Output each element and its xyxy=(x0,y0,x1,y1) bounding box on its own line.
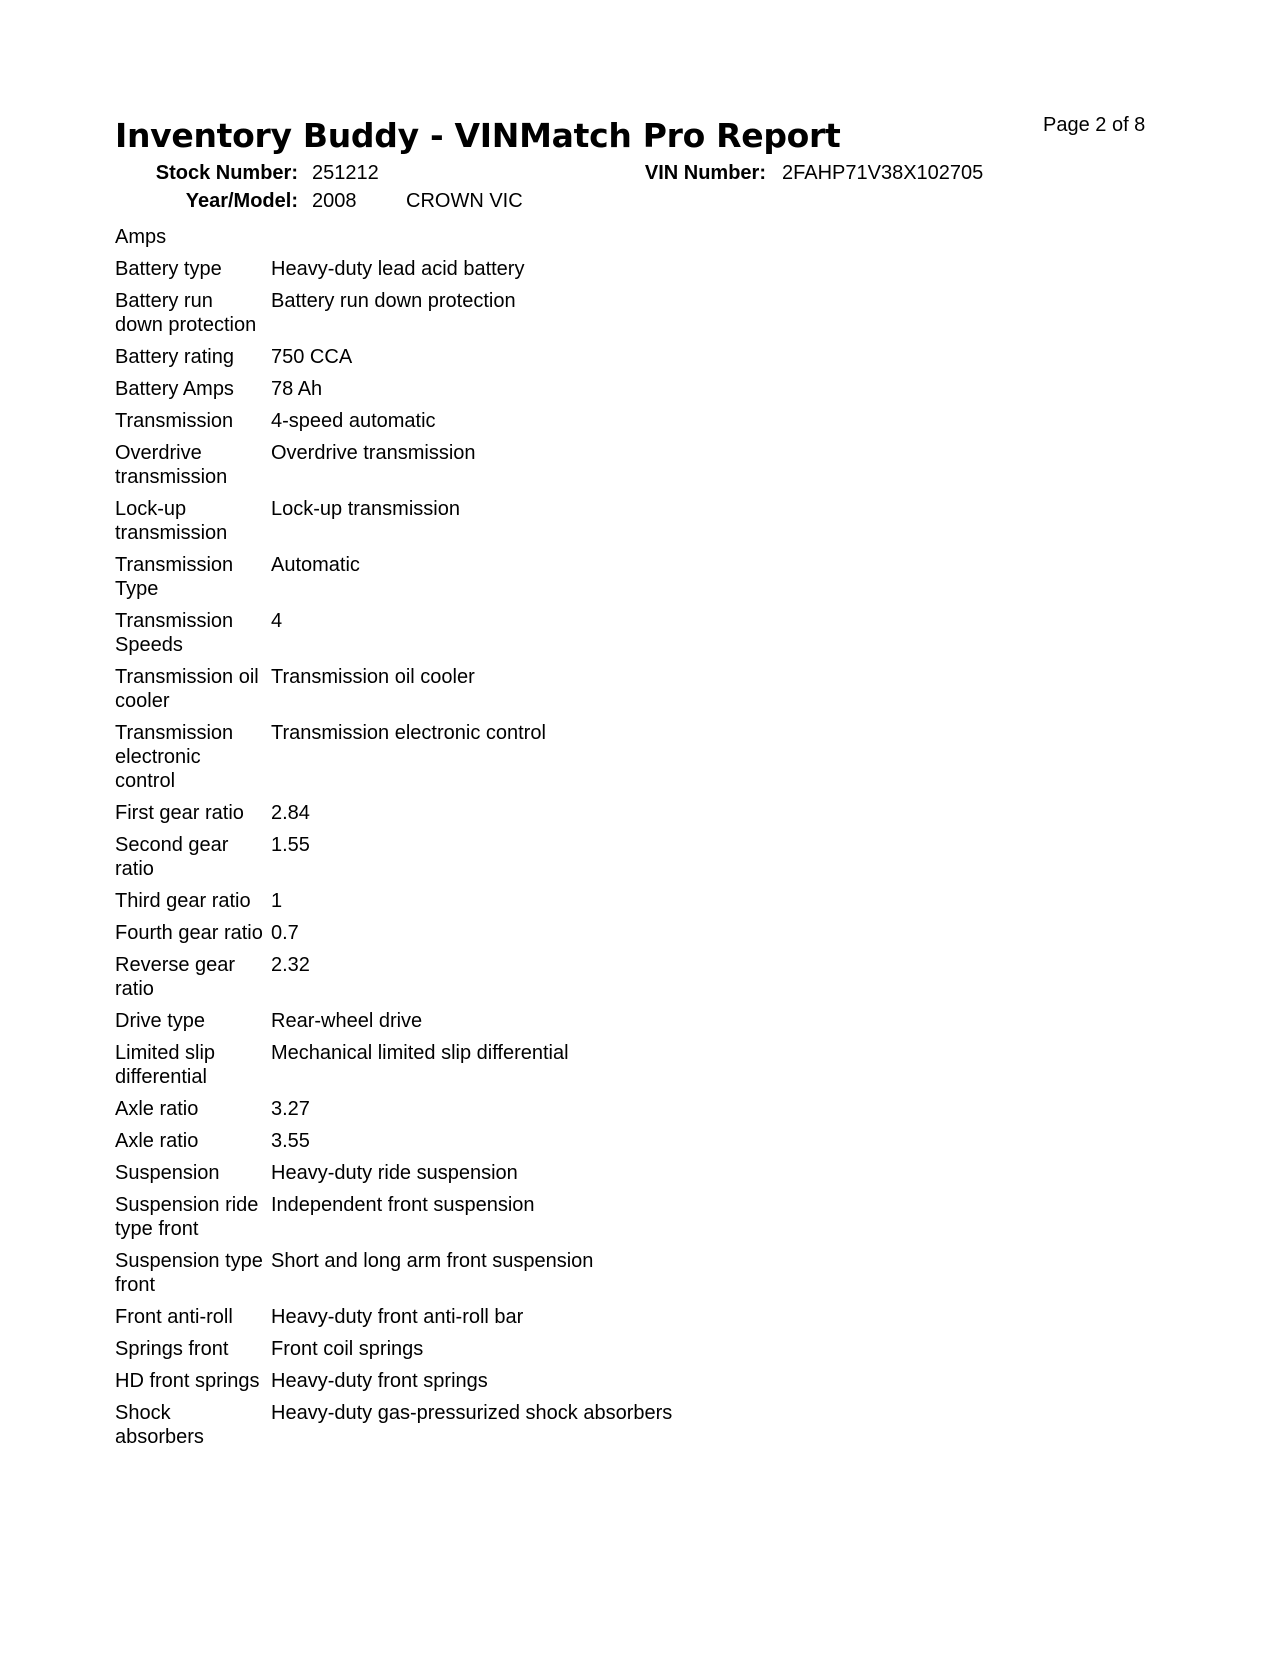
spec-name: Battery Amps xyxy=(115,378,234,400)
year-value: 2008 xyxy=(312,190,357,212)
spec-row xyxy=(115,441,835,497)
spec-name: Springs front xyxy=(115,1338,229,1360)
spec-row xyxy=(115,721,835,801)
spec-name: Battery type xyxy=(115,258,222,280)
spec-name: Reverse gear ratio xyxy=(115,954,236,1000)
spec-row xyxy=(115,553,835,609)
spec-name: Battery rating xyxy=(115,346,234,368)
spec-row xyxy=(115,1129,835,1161)
spec-name: Overdrive transmission xyxy=(115,442,228,488)
spec-value: Heavy-duty ride suspension xyxy=(271,1162,518,1184)
spec-name: Transmission xyxy=(115,410,234,432)
spec-row xyxy=(115,953,835,1009)
spec-value: Transmission oil cooler xyxy=(271,666,475,688)
spec-row xyxy=(115,377,835,409)
spec-value: Short and long arm front suspension xyxy=(271,1250,594,1272)
spec-name: Amps xyxy=(115,226,167,248)
spec-name: Second gear ratio xyxy=(115,834,229,880)
spec-name: Transmission oil cooler xyxy=(115,666,259,712)
spec-row xyxy=(115,889,835,921)
spec-value: Heavy-duty front springs xyxy=(271,1370,488,1392)
spec-row xyxy=(115,497,835,553)
spec-name: Axle ratio xyxy=(115,1130,199,1152)
spec-value: 2.84 xyxy=(271,802,310,824)
spec-row xyxy=(115,225,835,257)
spec-value: 78 Ah xyxy=(271,378,323,400)
spec-row xyxy=(115,665,835,721)
model-value: CROWN VIC xyxy=(406,190,523,212)
spec-table-body xyxy=(115,225,835,1457)
spec-table xyxy=(115,225,835,1457)
spec-row xyxy=(115,609,835,665)
page-number: Page 2 of 8 xyxy=(1043,114,1146,136)
spec-value: Battery run down protection xyxy=(271,290,516,312)
spec-name: Suspension xyxy=(115,1162,220,1184)
spec-name: Suspension ride type front xyxy=(115,1194,259,1240)
report-title: Inventory Buddy - VINMatch Pro Report xyxy=(115,116,841,155)
spec-name: Axle ratio xyxy=(115,1098,199,1120)
spec-value: Automatic xyxy=(271,554,360,576)
spec-value: Independent front suspension xyxy=(271,1194,535,1216)
spec-value: Heavy-duty front anti-roll bar xyxy=(271,1306,524,1328)
spec-row xyxy=(115,1161,835,1193)
spec-value: 4-speed automatic xyxy=(271,410,436,432)
spec-value: Rear-wheel drive xyxy=(271,1010,423,1032)
spec-value: Mechanical limited slip differential xyxy=(271,1042,569,1064)
spec-row xyxy=(115,345,835,377)
spec-value: 750 CCA xyxy=(271,346,353,368)
spec-value: 1.55 xyxy=(271,834,310,856)
spec-value: 4 xyxy=(271,610,283,632)
spec-row xyxy=(115,1369,835,1401)
spec-row xyxy=(115,1097,835,1129)
spec-value: 3.55 xyxy=(271,1130,310,1152)
spec-value: Front coil springs xyxy=(271,1338,424,1360)
spec-value: Heavy-duty lead acid battery xyxy=(271,258,525,280)
spec-name: Battery run down protection xyxy=(115,290,257,336)
spec-value: Lock-up transmission xyxy=(271,498,460,520)
spec-value: 2.32 xyxy=(271,954,310,976)
spec-name: HD front springs xyxy=(115,1370,260,1392)
spec-name: Third gear ratio xyxy=(115,890,251,912)
spec-value: 1 xyxy=(271,890,283,912)
spec-row xyxy=(115,1305,835,1337)
spec-name: Shock absorbers xyxy=(115,1402,204,1448)
spec-value: 3.27 xyxy=(271,1098,310,1120)
spec-row xyxy=(115,1337,835,1369)
spec-name: Limited slip differential xyxy=(115,1042,216,1088)
spec-row xyxy=(115,801,835,833)
spec-row xyxy=(115,1009,835,1041)
spec-name: Drive type xyxy=(115,1010,206,1032)
spec-name: Fourth gear ratio xyxy=(115,922,263,944)
vin-number-label: VIN Number: xyxy=(644,162,766,184)
spec-row xyxy=(115,921,835,953)
spec-value: Transmission electronic control xyxy=(271,722,546,744)
spec-name: First gear ratio xyxy=(115,802,244,824)
spec-name: Suspension type front xyxy=(115,1250,263,1296)
spec-name: Transmission Speeds xyxy=(115,610,234,656)
spec-name: Front anti-roll xyxy=(115,1306,233,1328)
stock-number-row xyxy=(0,158,1280,188)
stock-number-label: Stock Number: xyxy=(155,162,298,184)
spec-row xyxy=(115,289,835,345)
spec-value xyxy=(271,225,835,257)
spec-row xyxy=(115,1249,835,1305)
spec-value: Heavy-duty gas-pressurized shock absorbers xyxy=(271,1402,673,1424)
spec-value: Overdrive transmission xyxy=(271,442,476,464)
spec-name: Lock-up transmission xyxy=(115,498,228,544)
spec-row xyxy=(115,833,835,889)
year-model-label: Year/Model: xyxy=(185,190,298,212)
vin-number-value: 2FAHP71V38X102705 xyxy=(782,162,984,184)
spec-name: Transmission electronic control xyxy=(115,722,234,792)
spec-row xyxy=(115,1401,835,1457)
spec-row xyxy=(115,1193,835,1249)
spec-name: Transmission Type xyxy=(115,554,234,600)
spec-row xyxy=(115,257,835,289)
spec-row xyxy=(115,1041,835,1097)
spec-row xyxy=(115,409,835,441)
stock-number-value: 251212 xyxy=(312,162,379,184)
year-model-row xyxy=(0,186,1280,216)
spec-value: 0.7 xyxy=(271,922,299,944)
